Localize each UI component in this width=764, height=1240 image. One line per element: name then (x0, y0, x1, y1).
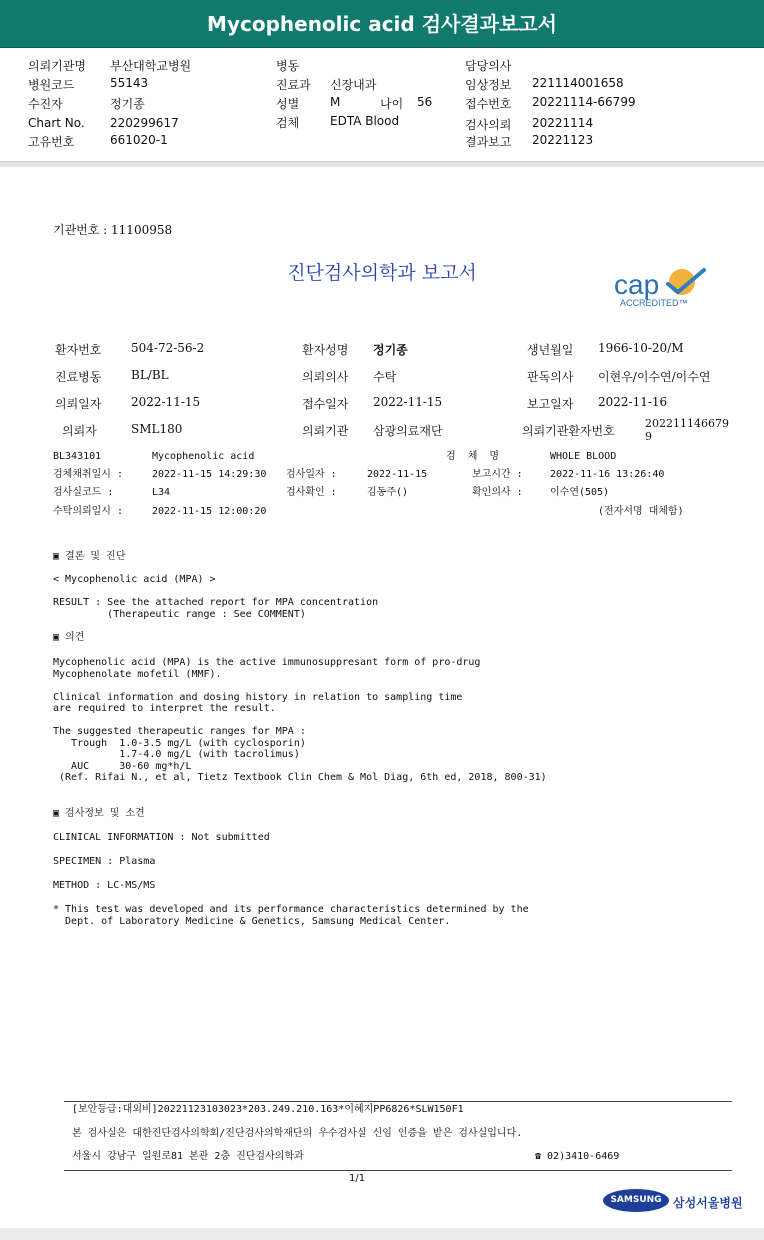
unique-id-label: 고유번호 (28, 135, 75, 149)
name-label: 환자성명 (302, 343, 349, 357)
age-value: 56 (417, 95, 433, 109)
confirm-doctor-value: 이수연(505) (550, 487, 610, 498)
ward2-label: 진료병동 (55, 370, 102, 384)
unique-id-value: 661020-1 (110, 133, 168, 147)
patient-value: 정기종 (110, 97, 145, 111)
lab-phone: ☎ 02)3410-6469 (535, 1151, 620, 1162)
dob-value: 1966-10-20/M (598, 341, 684, 355)
age-label: 나이 (380, 97, 404, 111)
report-banner-title: Mycophenolic acid 검사결과보고서 (207, 12, 557, 36)
specimen-value: EDTA Blood (330, 114, 400, 128)
hospital-code-value: 55143 (110, 76, 149, 90)
samsung-logo: SAMSUNG (603, 1189, 669, 1212)
lab-code-label: 검사실코드 : (53, 487, 114, 498)
order-time-label: 수탁의뢰일시 : (53, 506, 124, 517)
test-date-label: 검사일자 : (286, 469, 337, 480)
ref-pid-label: 의뢰기관환자번호 (522, 424, 615, 438)
collect-value: 2022-11-15 14:29:30 (152, 469, 267, 480)
test-name: Mycophenolic acid (152, 451, 255, 462)
ref-pid-value-1: 202211146679 (645, 417, 729, 430)
receipt-no-label: 접수번호 (465, 97, 512, 111)
reader-label: 판독의사 (527, 370, 574, 384)
verify-value: 김동주() (367, 487, 409, 498)
report-banner (0, 0, 764, 48)
lab-code-value: L34 (152, 487, 171, 498)
footer-rule-bottom (64, 1170, 732, 1171)
pid-label: 환자번호 (55, 343, 102, 357)
report-time-value: 2022-11-16 13:26:40 (550, 469, 665, 480)
pid-value: 504-72-56-2 (131, 341, 205, 355)
result-date-value: 20221123 (532, 133, 594, 147)
test-date-value: 2022-11-15 (367, 469, 428, 480)
dept-value: 신장내과 (330, 78, 377, 92)
req-date-value: 2022-11-15 (131, 395, 201, 409)
hospital-value: 부산대학교병원 (110, 59, 192, 73)
test-code: BL343101 (53, 451, 102, 462)
opinion-body: Mycophenolic acid (MPA) is the active immunosuppresant form of pro-drug Mycophenolate mofetil (MMF). Clinical information and dosing history in relation to sampling time are required to interpret the result. The suggested therapeutic ranges for MPA : Trough 1.0-3.5 mg/L (with cyclosporin) 1.7-4.0 mg/L (with tacrolimus) AUC 30-60 mg*h/L (Ref. Rifai N., et al, Tietz Textbook Clin Chem & Mol Diag, 6th ed, 2018, 800-31) (53, 657, 547, 783)
clinical-info-value: 221114001658 (532, 76, 624, 90)
requester-label: 의뢰자 (62, 424, 97, 438)
esign-note: (전자서명 대체함) (598, 506, 684, 517)
collect-label: 검체채취일시 : (53, 469, 124, 480)
ref-doctor-value: 수탁 (373, 370, 397, 384)
report-date-value: 2022-11-16 (598, 395, 668, 409)
name-value: 정기종 (373, 343, 408, 357)
chart-no-label: Chart No. (28, 116, 85, 130)
dept-label: 진료과 (276, 78, 311, 92)
request-date-label: 검사의뢰 (465, 118, 512, 132)
receipt-no-value: 20221114-66799 (532, 95, 636, 109)
requester-value: SML180 (131, 422, 183, 436)
ward-label: 병동 (276, 59, 300, 73)
opinion-title: ▣ 의견 (53, 632, 85, 643)
header-divider (0, 161, 764, 167)
conclusion-body: < Mycophenolic acid (MPA) > RESULT : See the attached report for MPA concentration (Therapeutic range : See COMMENT) (53, 574, 379, 620)
request-date-value: 20221114 (532, 116, 594, 130)
sex-label: 성별 (276, 97, 300, 111)
hospital-logo-text: 삼성서울병원 (673, 1196, 743, 1210)
report-date-label: 보고일자 (527, 397, 574, 411)
ref-org-label: 의뢰기관 (302, 424, 349, 438)
recv-date-value: 2022-11-15 (373, 395, 443, 409)
report-time-label: 보고시간 : (472, 469, 523, 480)
chart-no-value: 220299617 (110, 116, 179, 130)
cap-logo-text: cap (614, 269, 660, 300)
result-date-label: 결과보고 (465, 135, 512, 149)
reader-value: 이현우/이수연/이수연 (598, 370, 711, 384)
order-time-value: 2022-11-15 12:00:20 (152, 506, 267, 517)
ref-doctor-label: 의뢰의사 (302, 370, 349, 384)
ref-pid-value-2: 9 (645, 430, 652, 443)
certification-note: 본 검사실은 대한진단검사의학회/진단검사의학재단의 우수검사실 신임 인증을 받은 검사실입니다. (72, 1128, 523, 1139)
lab-address: 서울시 강남구 일원로81 본관 2층 진단검사의학과 (72, 1151, 304, 1162)
test-info-title: ▣ 검사정보 및 소견 (53, 808, 145, 819)
cap-logo-sub: ACCREDITED™ (620, 298, 688, 308)
clinical-info-label: 임상정보 (465, 78, 512, 92)
confirm-doctor-label: 확인의사 : (472, 487, 523, 498)
test-info-body: CLINICAL INFORMATION : Not submitted SPECIMEN : Plasma METHOD : LC-MS/MS * This test was developed and its performance characteristics determined by the Dept. of Laboratory Medicine & Genetics, Samsung Medical Center. (53, 832, 529, 927)
patient-label: 수진자 (28, 97, 63, 111)
verify-label: 검사확인 : (286, 487, 337, 498)
doctor-label: 담당의사 (465, 59, 512, 73)
institution-number: 기관번호 : 11100958 (53, 223, 173, 237)
page-number: 1/1 (349, 1173, 366, 1184)
cap-accredited-logo (612, 266, 708, 310)
specimen-name-value: WHOLE BLOOD (550, 451, 617, 462)
ref-org-value: 삼광의료재단 (373, 424, 443, 438)
security-line: [보안등급:대외비]20221123103023*203.249.210.163*이혜지PP6826*SLW150F1 (72, 1104, 464, 1115)
specimen-label: 검체 (276, 116, 300, 130)
sex-value: M (330, 95, 341, 109)
conclusion-title: ▣ 결론 및 진단 (53, 551, 126, 562)
req-date-label: 의뢰일자 (55, 397, 102, 411)
hospital-code-label: 병원코드 (28, 78, 75, 92)
hospital-label: 의뢰기관명 (28, 59, 86, 73)
dob-label: 생년월일 (527, 343, 574, 357)
report-title: 진단검사의학과 보고서 (287, 262, 477, 284)
page-bottom-margin (0, 1228, 764, 1240)
specimen-name-label: 검 체 명 (446, 451, 500, 462)
recv-date-label: 접수일자 (302, 397, 349, 411)
footer-rule-top (64, 1101, 732, 1102)
ward2-value: BL/BL (131, 368, 169, 382)
